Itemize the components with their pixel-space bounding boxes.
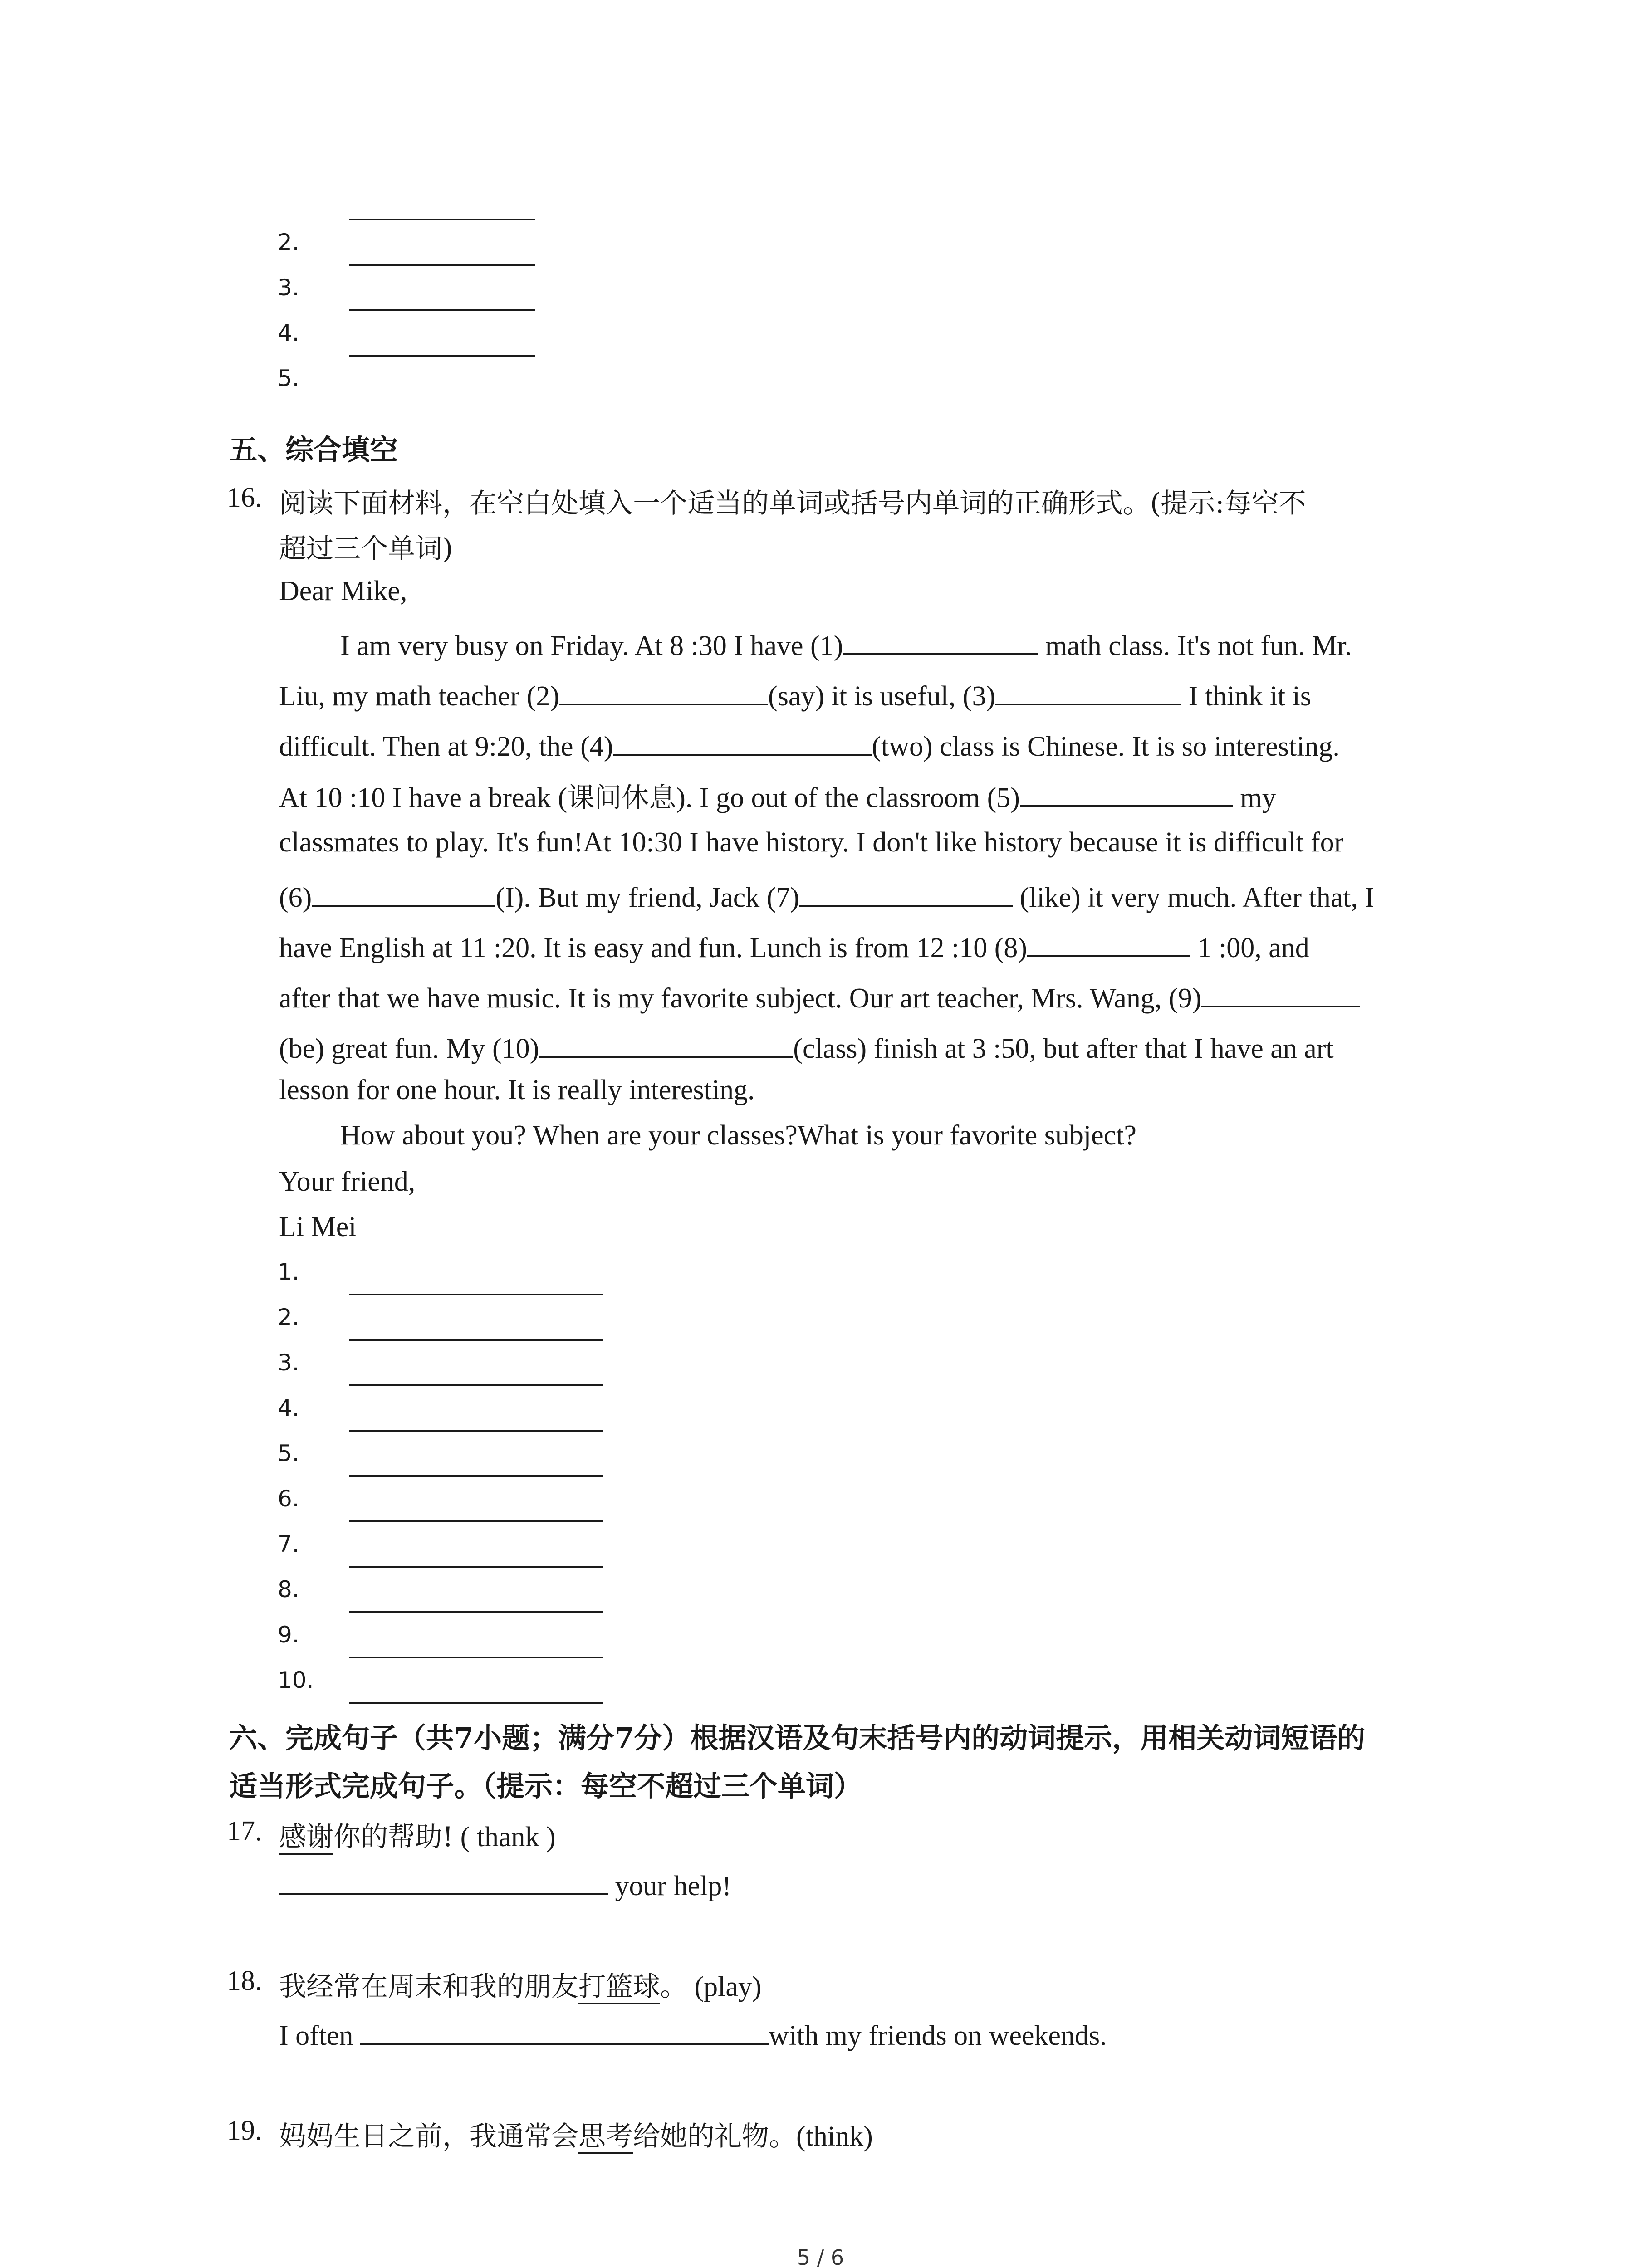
passage-line: (6) (I). But my friend, Jack (7) (like) it very much. After that, I [279, 877, 1374, 914]
blank-10[interactable] [539, 1028, 793, 1058]
question-prompt: 感谢你的帮助! ( thank ) [279, 1815, 556, 1854]
section-heading: 五、综合填空 [229, 433, 398, 466]
question-number: 16. [227, 482, 262, 513]
letter-signature: Li Mei [279, 1212, 357, 1242]
answer-number: 9. [278, 1622, 299, 1648]
answer-number: 10. [278, 1667, 314, 1693]
passage-line: difficult. Then at 9:20, the (4) (two) class is Chinese. It is so interesting. [279, 726, 1340, 763]
question-instruction: 阅读下面材料，在空白处填入一个适当的单词或括号内单词的正确形式。(提示:每空不 [279, 488, 1306, 519]
blank-3[interactable] [995, 675, 1181, 705]
answer-line[interactable] [349, 1430, 603, 1432]
answer-sentence: I often with my friends on weekends. [279, 2015, 1107, 2052]
answer-line[interactable] [349, 1294, 603, 1295]
answer-number: 3. [278, 1349, 299, 1376]
question-number: 19. [227, 2115, 262, 2146]
passage-line: classmates to play. It's fun!At 10:30 I have history. I don't like history because it is difficult for [279, 827, 1344, 858]
answer-number: 3. [278, 274, 299, 301]
answer-line[interactable] [349, 1475, 603, 1477]
answer-number: 5. [278, 1440, 299, 1466]
answer-number: 1. [278, 1259, 299, 1285]
letter-closing-question: How about you? When are your classes?What is your favorite subject? [340, 1120, 1136, 1151]
answer-line[interactable] [349, 1702, 603, 1704]
passage-line: Liu, my math teacher (2) (say) it is useful, (3) I think it is [279, 675, 1311, 713]
answer-sentence: your help! [279, 1865, 731, 1902]
answer-number: 6. [278, 1486, 299, 1512]
answer-line [349, 309, 535, 311]
blank-9[interactable] [1201, 978, 1360, 1007]
blank-1[interactable] [843, 625, 1038, 655]
answer-number: 7. [278, 1531, 299, 1557]
question-prompt: 我经常在周末和我的朋友打篮球。 (play) [279, 1965, 762, 2004]
question-number: 18. [227, 1965, 262, 1996]
answer-number: 8. [278, 1576, 299, 1603]
answer-line[interactable] [349, 1657, 603, 1658]
letter-body [279, 625, 1459, 1124]
letter-greeting: Dear Mike, [279, 576, 407, 606]
answer-number: 5. [278, 365, 299, 391]
question-number: 17. [227, 1816, 262, 1847]
answer-number: 4. [278, 320, 299, 346]
passage-line: I am very busy on Friday. At 8 :30 I have (1) math class. It's not fun. Mr. [340, 625, 1352, 662]
answer-line [349, 219, 535, 220]
answer-line[interactable] [349, 1339, 603, 1341]
blank-7[interactable] [799, 877, 1013, 907]
question-prompt: 妈妈生日之前，我通常会思考给她的礼物。(think) [279, 2115, 873, 2154]
answer-number: 2. [278, 1304, 299, 1330]
blank-4[interactable] [613, 726, 872, 756]
passage-line: At 10 :10 I have a break (课间休息). I go out of the classroom (5) my [279, 776, 1276, 815]
passage-line: lesson for one hour. It is really interesting. [279, 1075, 755, 1105]
answer-blank[interactable] [279, 1865, 608, 1895]
section-heading: 六、完成句子（共7小题；满分7分）根据汉语及句末括号内的动词提示，用相关动词短语的 [229, 1721, 1366, 1755]
answer-blank[interactable] [360, 2015, 769, 2045]
answer-line[interactable] [349, 1566, 603, 1568]
answer-line[interactable] [349, 1520, 603, 1522]
answer-line[interactable] [349, 1611, 603, 1613]
answer-number: 2. [278, 229, 299, 255]
question-instruction-cont: 超过三个单词) [279, 533, 453, 565]
answer-number: 4. [278, 1395, 299, 1421]
answer-line [349, 264, 535, 266]
passage-line: after that we have music. It is my favorite subject. Our art teacher, Mrs. Wang, (9) [279, 978, 1360, 1015]
letter-sign-off: Your friend, [279, 1166, 416, 1197]
section-heading-cont: 适当形式完成句子。（提示：每空不超过三个单词） [229, 1769, 862, 1803]
blank-5[interactable] [1020, 777, 1233, 807]
passage-line: (be) great fun. My (10) (class) finish at 3 :50, but after that I have an art [279, 1028, 1334, 1065]
passage-line: have English at 11 :20. It is easy and fun. Lunch is from 12 :10 (8) 1 :00, and [279, 927, 1309, 964]
blank-8[interactable] [1027, 927, 1190, 957]
answer-line[interactable] [349, 1384, 603, 1386]
answer-line [349, 355, 535, 357]
blank-2[interactable] [559, 675, 768, 705]
page-number: 5 / 6 [797, 2245, 844, 2268]
blank-6[interactable] [312, 877, 495, 907]
